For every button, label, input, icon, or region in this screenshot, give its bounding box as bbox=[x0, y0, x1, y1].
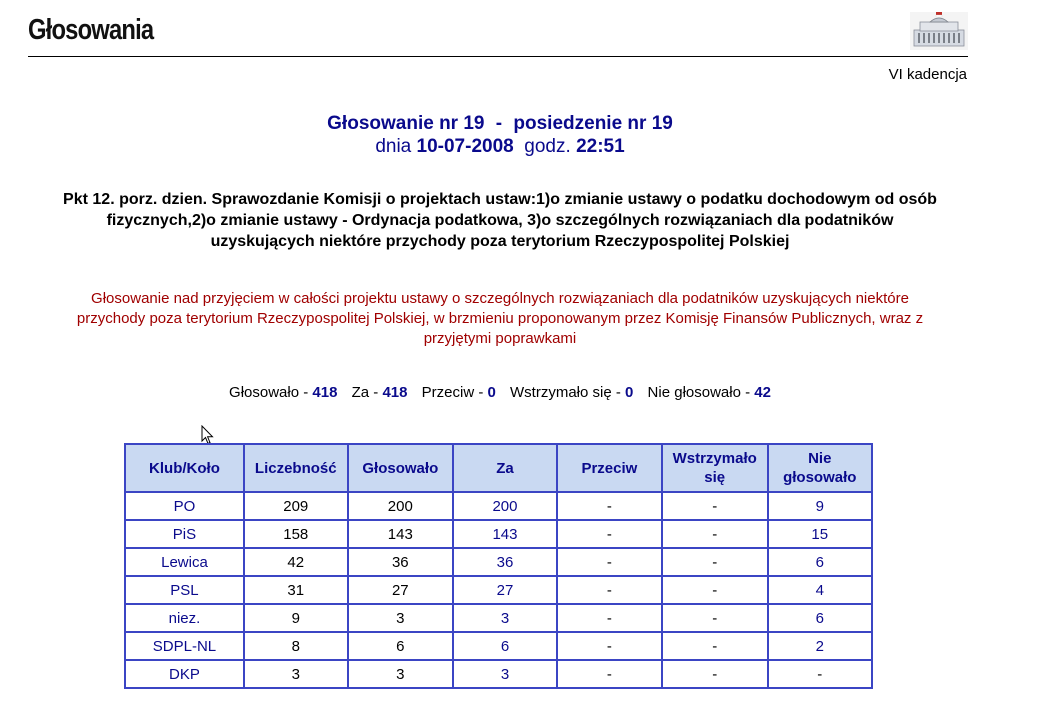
column-header-against[interactable]: Przeciw bbox=[557, 444, 662, 492]
cell-against: - bbox=[557, 632, 662, 660]
cell-voted: 200 bbox=[348, 492, 453, 520]
table-row bbox=[125, 660, 872, 688]
title-separator: - bbox=[495, 113, 503, 134]
cell-abstain: - bbox=[662, 632, 768, 660]
cell-for: 3 bbox=[453, 604, 557, 632]
cell-size: 3 bbox=[244, 660, 348, 688]
club-link[interactable]: DKP bbox=[125, 660, 244, 688]
cell-abstain: - bbox=[662, 520, 768, 548]
column-header-abstain[interactable]: Wstrzymało się bbox=[662, 444, 768, 492]
club-link[interactable]: SDPL-NL bbox=[125, 632, 244, 660]
mouse-pointer-icon bbox=[201, 425, 215, 445]
club-link[interactable]: PSL bbox=[125, 576, 244, 604]
summary-abstain-label: Wstrzymało się - bbox=[510, 384, 621, 401]
column-header-absent[interactable]: Nie głosowało bbox=[768, 444, 872, 492]
column-header-size[interactable]: Liczebność bbox=[244, 444, 348, 492]
table-row bbox=[125, 492, 872, 520]
column-header-club[interactable]: Klub/Koło bbox=[125, 444, 244, 492]
summary-for-label: Za - bbox=[351, 384, 379, 401]
agenda-item: Pkt 12. porz. dzien. Sprawozdanie Komisji o projektach ustaw:1)o zmianie ustawy o podatku dochodowym od osób fizycznych,2)o zmianie ustawy - Ordynacja podatkowa, 3)o szczególnych rozwiązaniach dla podatników uzyskujących niektóre przychody poza terytorium Rzeczypospolitej Polskiej bbox=[63, 191, 937, 250]
summary-against-value: 0 bbox=[487, 384, 496, 401]
cell-abstain: - bbox=[662, 576, 768, 604]
cell-abstain: - bbox=[662, 492, 768, 520]
summary-voted-label: Głosowało - bbox=[229, 384, 309, 401]
cell-against: - bbox=[557, 492, 662, 520]
cell-voted: 3 bbox=[348, 660, 453, 688]
column-header-voted[interactable]: Głosowało bbox=[348, 444, 453, 492]
cell-abstain: - bbox=[662, 604, 768, 632]
voting-number-label: Głosowanie nr bbox=[327, 113, 459, 134]
table-row bbox=[125, 548, 872, 576]
summary-absent-value: 42 bbox=[754, 384, 771, 401]
cell-size: 31 bbox=[244, 576, 348, 604]
cell-absent: 4 bbox=[768, 576, 872, 604]
voting-time: 22:51 bbox=[576, 136, 625, 157]
table-row bbox=[125, 604, 872, 632]
summary-absent-label: Nie głosowało - bbox=[647, 384, 751, 401]
cell-absent: - bbox=[768, 660, 872, 688]
table-header-row bbox=[125, 444, 872, 492]
cell-absent: 6 bbox=[768, 604, 872, 632]
cell-against: - bbox=[557, 604, 662, 632]
club-link[interactable]: niez. bbox=[125, 604, 244, 632]
results-table bbox=[124, 443, 873, 689]
cell-voted: 143 bbox=[348, 520, 453, 548]
summary-for-value: 418 bbox=[382, 384, 408, 401]
cell-for: 27 bbox=[453, 576, 557, 604]
cell-absent: 9 bbox=[768, 492, 872, 520]
vote-summary bbox=[0, 384, 1000, 401]
cell-for: 200 bbox=[453, 492, 557, 520]
club-link[interactable]: PO bbox=[125, 492, 244, 520]
summary-against-label: Przeciw - bbox=[421, 384, 484, 401]
voting-number: 19 bbox=[463, 113, 485, 134]
table-row bbox=[125, 632, 872, 660]
cell-size: 209 bbox=[244, 492, 348, 520]
voting-date: 10-07-2008 bbox=[416, 136, 514, 157]
voting-datetime bbox=[0, 136, 1000, 158]
cell-voted: 27 bbox=[348, 576, 453, 604]
cell-size: 42 bbox=[244, 548, 348, 576]
summary-abstain-value: 0 bbox=[625, 384, 634, 401]
term-label: VI kadencja bbox=[888, 66, 967, 83]
table-row bbox=[125, 520, 872, 548]
cell-absent: 15 bbox=[768, 520, 872, 548]
summary-voted-value: 418 bbox=[312, 384, 338, 401]
cell-absent: 2 bbox=[768, 632, 872, 660]
cell-against: - bbox=[557, 520, 662, 548]
page-header bbox=[28, 12, 968, 57]
sitting-number-label: posiedzenie nr bbox=[513, 113, 647, 134]
cell-for: 3 bbox=[453, 660, 557, 688]
cell-for: 36 bbox=[453, 548, 557, 576]
cell-voted: 3 bbox=[348, 604, 453, 632]
cell-against: - bbox=[557, 576, 662, 604]
voting-description: Głosowanie nad przyjęciem w całości projektu ustawy o szczególnych rozwiązaniach dla podatników uzyskujących niektóre przychody poza terytorium Rzeczypospolitej Polskiej, w brzmieniu proponowanym przez Komisję Finansów Publicznych, wraz z przyjętymi poprawkami bbox=[76, 290, 924, 347]
cell-for: 143 bbox=[453, 520, 557, 548]
cell-against: - bbox=[557, 660, 662, 688]
column-header-for[interactable]: Za bbox=[453, 444, 557, 492]
club-link[interactable]: PiS bbox=[125, 520, 244, 548]
site-title: Głosowania bbox=[28, 14, 154, 46]
cell-for: 6 bbox=[453, 632, 557, 660]
voting-title bbox=[0, 113, 1000, 135]
date-label: dnia bbox=[375, 136, 412, 157]
cell-voted: 6 bbox=[348, 632, 453, 660]
table-row bbox=[125, 576, 872, 604]
cell-abstain: - bbox=[662, 548, 768, 576]
cell-abstain: - bbox=[662, 660, 768, 688]
cell-size: 8 bbox=[244, 632, 348, 660]
cell-size: 158 bbox=[244, 520, 348, 548]
cell-voted: 36 bbox=[348, 548, 453, 576]
sitting-number: 19 bbox=[651, 113, 673, 134]
cell-against: - bbox=[557, 548, 662, 576]
time-label: godz. bbox=[524, 136, 571, 157]
club-link[interactable]: Lewica bbox=[125, 548, 244, 576]
sejm-building-logo bbox=[910, 12, 968, 50]
cell-absent: 6 bbox=[768, 548, 872, 576]
cell-size: 9 bbox=[244, 604, 348, 632]
